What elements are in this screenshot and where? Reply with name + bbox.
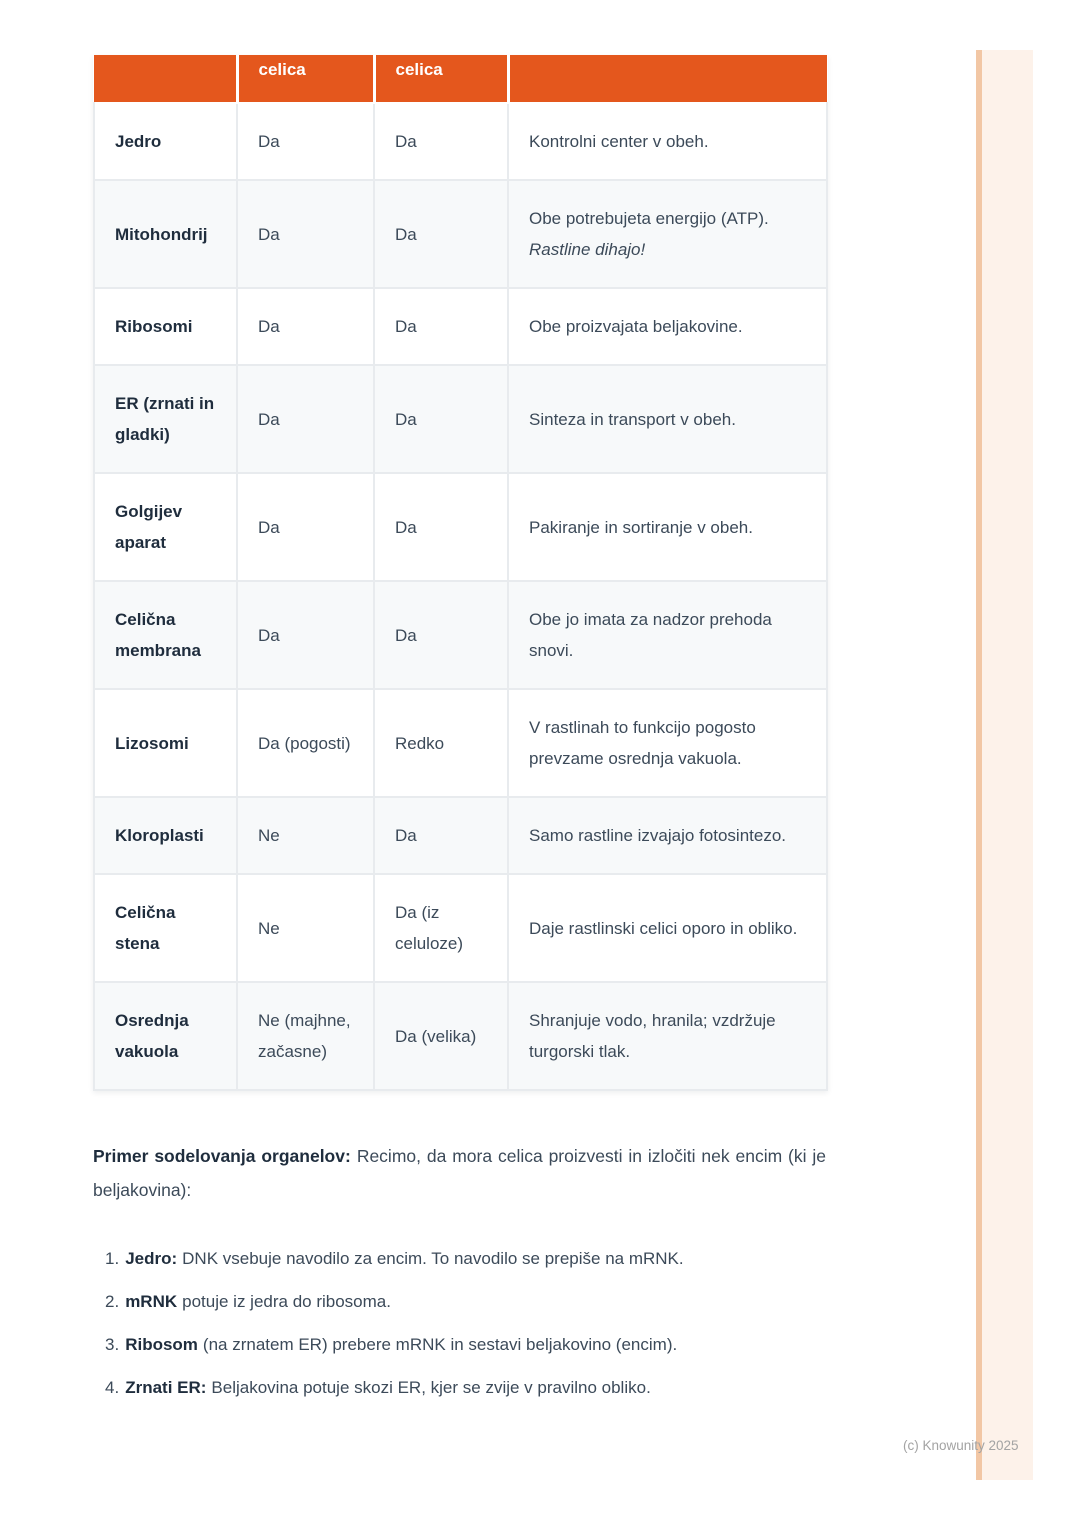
note-cell xyxy=(508,365,827,473)
note-cell xyxy=(508,180,827,288)
animal-cell-value: Ne xyxy=(237,797,374,874)
plant-cell-value: Da (iz celuloze) xyxy=(374,874,508,982)
plant-cell-value: Da xyxy=(374,103,508,180)
table-row xyxy=(94,874,827,982)
organelle-name: Kloroplasti xyxy=(94,797,237,874)
note-cell xyxy=(508,288,827,365)
table-row xyxy=(94,365,827,473)
note-cell xyxy=(508,689,827,797)
header-plant-cell: celica xyxy=(374,55,508,103)
plant-cell-value: Da xyxy=(374,365,508,473)
list-item-term: Ribosom xyxy=(125,1335,198,1354)
note-text: Daje rastlinski celici oporo in obliko. xyxy=(529,918,798,938)
table-row xyxy=(94,797,827,874)
table-header-row xyxy=(94,55,827,103)
list-item-term: mRNK xyxy=(125,1292,178,1311)
note-text: Kontrolni center v obeh. xyxy=(529,132,709,151)
note-cell xyxy=(508,797,827,874)
organelle-cooperation-paragraph xyxy=(93,1139,826,1207)
plant-cell-value: Da xyxy=(374,473,508,581)
organelle-name: Lizosomi xyxy=(94,689,237,797)
note-text: Obe jo imata za nadzor prehoda snovi. xyxy=(529,610,772,660)
animal-cell-value: Da xyxy=(237,365,374,473)
organelle-steps-list xyxy=(93,1243,826,1403)
paragraph-lead: Primer sodelovanja organelov: xyxy=(93,1146,351,1166)
note-cell xyxy=(508,473,827,581)
note-italic-text: Rastline dihajo! xyxy=(529,240,646,259)
animal-cell-value: Da xyxy=(237,103,374,180)
plant-cell-value: Da xyxy=(374,288,508,365)
table-row xyxy=(94,180,827,288)
note-text: Pakiranje in sortiranje v obeh. xyxy=(529,517,753,537)
note-text: Shranjuje vodo, hranila; vzdržuje turgorski tlak. xyxy=(529,1011,776,1061)
plant-cell-value: Da (velika) xyxy=(374,982,508,1090)
list-item-text: (na zrnatem ER) prebere mRNK in sestavi beljakovino (encim). xyxy=(202,1335,678,1354)
note-text: Sinteza in transport v obeh. xyxy=(529,409,736,429)
note-cell xyxy=(508,103,827,180)
organelle-name: ER (zrnati in gladki) xyxy=(94,365,237,473)
list-item-text: DNK vsebuje navodilo za encim. To navodilo se prepiše na mRNK. xyxy=(182,1249,684,1268)
note-cell xyxy=(508,581,827,689)
organelle-comparison-table xyxy=(93,55,828,1091)
organelle-name: Golgijev aparat xyxy=(94,473,237,581)
list-item-text: potuje iz jedra do ribosoma. xyxy=(182,1292,391,1311)
animal-cell-value: Ne (majhne, začasne) xyxy=(237,982,374,1090)
animal-cell-value: Da xyxy=(237,581,374,689)
list-item xyxy=(105,1372,826,1403)
page-content xyxy=(93,55,826,1415)
table-row xyxy=(94,581,827,689)
table-row xyxy=(94,982,827,1090)
header-note xyxy=(508,55,827,103)
organelle-name: Celična membrana xyxy=(94,581,237,689)
table-row xyxy=(94,473,827,581)
note-cell xyxy=(508,874,827,982)
animal-cell-value: Da xyxy=(237,473,374,581)
plant-cell-value: Redko xyxy=(374,689,508,797)
note-cell xyxy=(508,982,827,1090)
table-row xyxy=(94,103,827,180)
list-item-term: Zrnati ER: xyxy=(125,1378,207,1397)
note-text: Obe potrebujeta energijo (ATP). xyxy=(529,209,769,228)
list-item-number: 2. xyxy=(105,1292,120,1311)
animal-cell-value: Ne xyxy=(237,874,374,982)
note-text: Samo rastline izvajajo fotosintezo. xyxy=(529,826,787,845)
page-margin-band xyxy=(976,50,1033,1480)
organelle-name: Ribosomi xyxy=(94,288,237,365)
header-animal-cell: celica xyxy=(237,55,374,103)
note-text: V rastlinah to funkcijo pogosto prevzame osrednja vakuola. xyxy=(529,718,756,768)
animal-cell-value: Da xyxy=(237,288,374,365)
list-item-term: Jedro: xyxy=(125,1249,178,1268)
plant-cell-value: Da xyxy=(374,797,508,874)
note-text: Obe proizvajata beljakovine. xyxy=(529,317,743,336)
list-item xyxy=(105,1243,826,1274)
copyright-notice: (c) Knowunity 2025 xyxy=(903,1438,1019,1453)
plant-cell-value: Da xyxy=(374,581,508,689)
organelle-name: Celična stena xyxy=(94,874,237,982)
organelle-name: Mitohondrij xyxy=(94,180,237,288)
animal-cell-value: Da xyxy=(237,180,374,288)
paragraph-body: Recimo, da mora celica proizvesti in izločiti nek encim (ki je beljakovina): xyxy=(93,1146,826,1200)
organelle-name: Osrednja vakuola xyxy=(94,982,237,1090)
organelle-name: Jedro xyxy=(94,103,237,180)
list-item-text: Beljakovina potuje skozi ER, kjer se zvije v pravilno obliko. xyxy=(211,1378,651,1397)
list-item-number: 3. xyxy=(105,1335,120,1354)
table-row xyxy=(94,288,827,365)
list-item xyxy=(105,1286,826,1317)
list-item xyxy=(105,1329,826,1360)
animal-cell-value: Da (pogosti) xyxy=(237,689,374,797)
list-item-number: 4. xyxy=(105,1378,120,1397)
list-item-number: 1. xyxy=(105,1249,120,1268)
header-organelle xyxy=(94,55,237,103)
table-row xyxy=(94,689,827,797)
plant-cell-value: Da xyxy=(374,180,508,288)
